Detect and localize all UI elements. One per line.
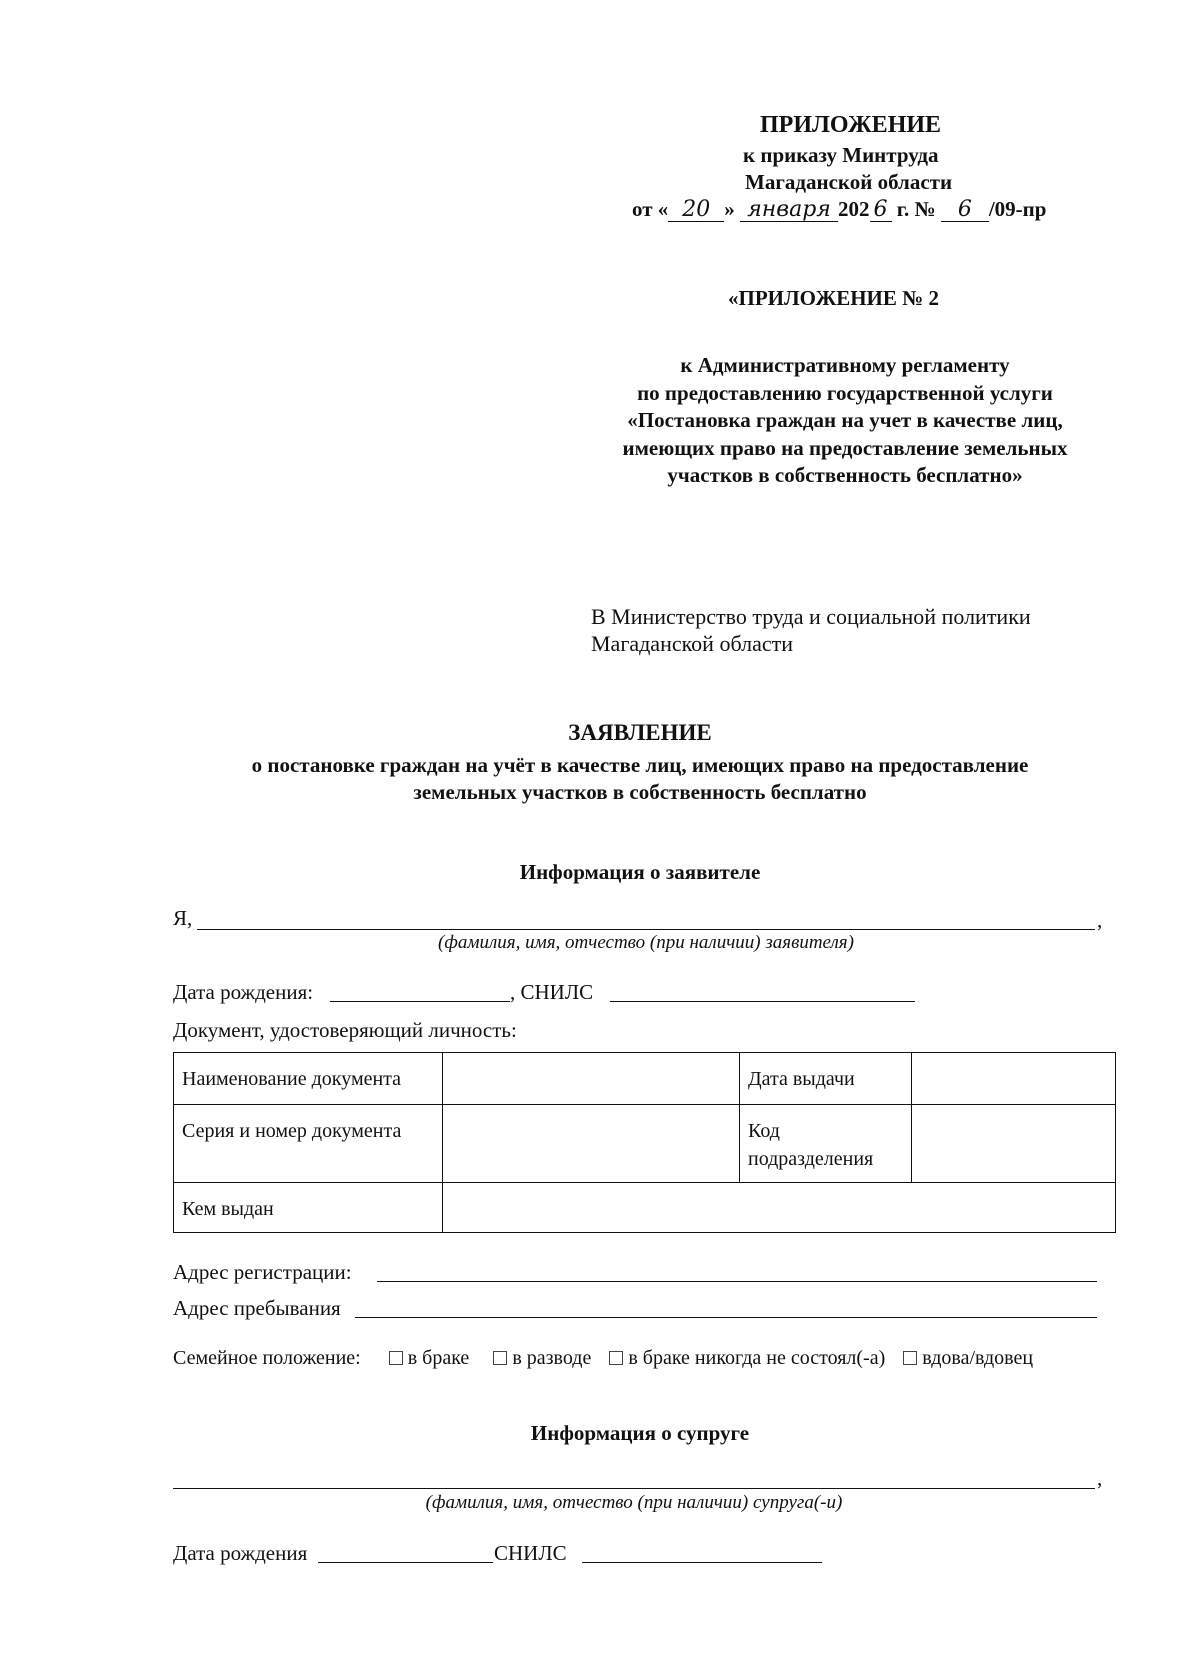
never-married-checkbox[interactable]	[609, 1351, 623, 1365]
stay-address-label: Адрес пребывания	[173, 1296, 341, 1320]
appendix2-title: «ПРИЛОЖЕНИЕ № 2	[728, 286, 940, 310]
stay-address-field[interactable]	[355, 1317, 1097, 1318]
addressee-line: Магаданской области	[591, 631, 793, 656]
division-code-value[interactable]	[912, 1105, 1116, 1183]
reg-address-field[interactable]	[377, 1281, 1097, 1282]
birth-date-field[interactable]	[330, 1001, 510, 1002]
issued-by-value[interactable]	[443, 1183, 1116, 1233]
appendix2-line: участков в собственность бесплатно»	[667, 463, 1023, 487]
to-order-line: к приказу Минтруда	[743, 143, 939, 167]
date-year-digit-field: 6	[870, 197, 892, 222]
marital-status-row	[173, 1347, 1033, 1370]
addressee	[591, 603, 1031, 657]
name-trailing-comma: ,	[1097, 908, 1103, 932]
doc-name-value[interactable]	[443, 1053, 740, 1105]
birth-date-label: Дата рождения:	[173, 980, 314, 1004]
division-code-line: подразделения	[748, 1148, 874, 1170]
issue-date-value[interactable]	[912, 1053, 1116, 1105]
appendix2-line: по предоставлению государственной услуги	[637, 380, 1053, 405]
reg-address-label: Адрес регистрации:	[173, 1260, 352, 1284]
i-label: Я,	[173, 906, 193, 930]
date-year-prefix: 202	[838, 197, 870, 221]
applicant-name-line[interactable]	[197, 929, 1095, 930]
order-number-field: 6	[941, 197, 989, 222]
date-year-suffix: г. №	[896, 197, 936, 221]
date-month-field: января	[740, 197, 838, 222]
addressee-line: В Министерство труда и социальной политики	[591, 604, 1031, 629]
date-day-field: 20	[668, 197, 724, 222]
appendix2-line: «Постановка граждан на учет в качестве лиц,	[627, 408, 1063, 432]
married-checkbox[interactable]	[389, 1351, 403, 1365]
spouse-heading: Информация о супруге	[530, 1421, 750, 1445]
marital-option: в браке	[407, 1347, 470, 1369]
divorced-checkbox[interactable]	[493, 1351, 507, 1365]
id-document-table	[173, 1052, 1116, 1233]
statement-subtitle-line: земельных участков в собственность бесплатно	[413, 780, 867, 804]
division-code-line: Код	[748, 1120, 780, 1142]
applicant-name-caption: (фамилия, имя, отчество (при наличии) заявителя)	[438, 932, 854, 953]
marital-option: вдова/вдовец	[922, 1347, 1034, 1369]
series-number-value[interactable]	[443, 1105, 740, 1183]
marital-option: в разводе	[512, 1347, 592, 1369]
spouse-name-line[interactable]	[173, 1488, 1095, 1489]
widowed-checkbox[interactable]	[903, 1351, 917, 1365]
appendix2-line: имеющих право на предоставление земельных	[622, 435, 1068, 460]
appendix-title: ПРИЛОЖЕНИЕ	[760, 112, 942, 138]
date-prefix: от «	[632, 197, 669, 221]
order-date-line	[632, 196, 1046, 222]
appendix2-text	[580, 352, 1110, 490]
statement-subtitle	[0, 752, 1200, 806]
spouse-birth-date-field[interactable]	[318, 1562, 493, 1563]
marital-option: в браке никогда не состоял(-а)	[628, 1347, 886, 1369]
spouse-trailing-comma: ,	[1097, 1466, 1103, 1490]
order-suffix: /09-пр	[988, 197, 1047, 221]
statement-title: ЗАЯВЛЕНИЕ	[568, 720, 712, 745]
issued-by-label: Кем выдан	[174, 1183, 443, 1233]
id-document-label: Документ, удостоверяющий личность:	[173, 1018, 517, 1042]
spouse-birth-date-label: Дата рождения	[173, 1541, 308, 1565]
doc-name-label: Наименование документа	[174, 1053, 443, 1105]
spouse-snils-field[interactable]	[582, 1562, 822, 1563]
spouse-snils-label: СНИЛС	[494, 1541, 567, 1565]
date-close-quote: »	[724, 197, 735, 221]
spouse-name-caption: (фамилия, имя, отчество (при наличии) супруга(-и)	[425, 1492, 843, 1513]
statement-subtitle-line: о постановке граждан на учёт в качестве лиц, имеющих право на предоставление	[251, 753, 1029, 777]
applicant-heading: Информация о заявителе	[519, 860, 761, 884]
series-number-label: Серия и номер документа	[174, 1105, 443, 1183]
appendix2-line: к Административному регламенту	[680, 353, 1010, 377]
snils-label: , СНИЛС	[510, 980, 594, 1004]
snils-field[interactable]	[610, 1001, 915, 1002]
marital-status-label: Семейное положение:	[173, 1347, 361, 1369]
region-line: Магаданской области	[745, 170, 953, 194]
issue-date-label: Дата выдачи	[740, 1053, 912, 1105]
division-code-label	[740, 1105, 912, 1183]
